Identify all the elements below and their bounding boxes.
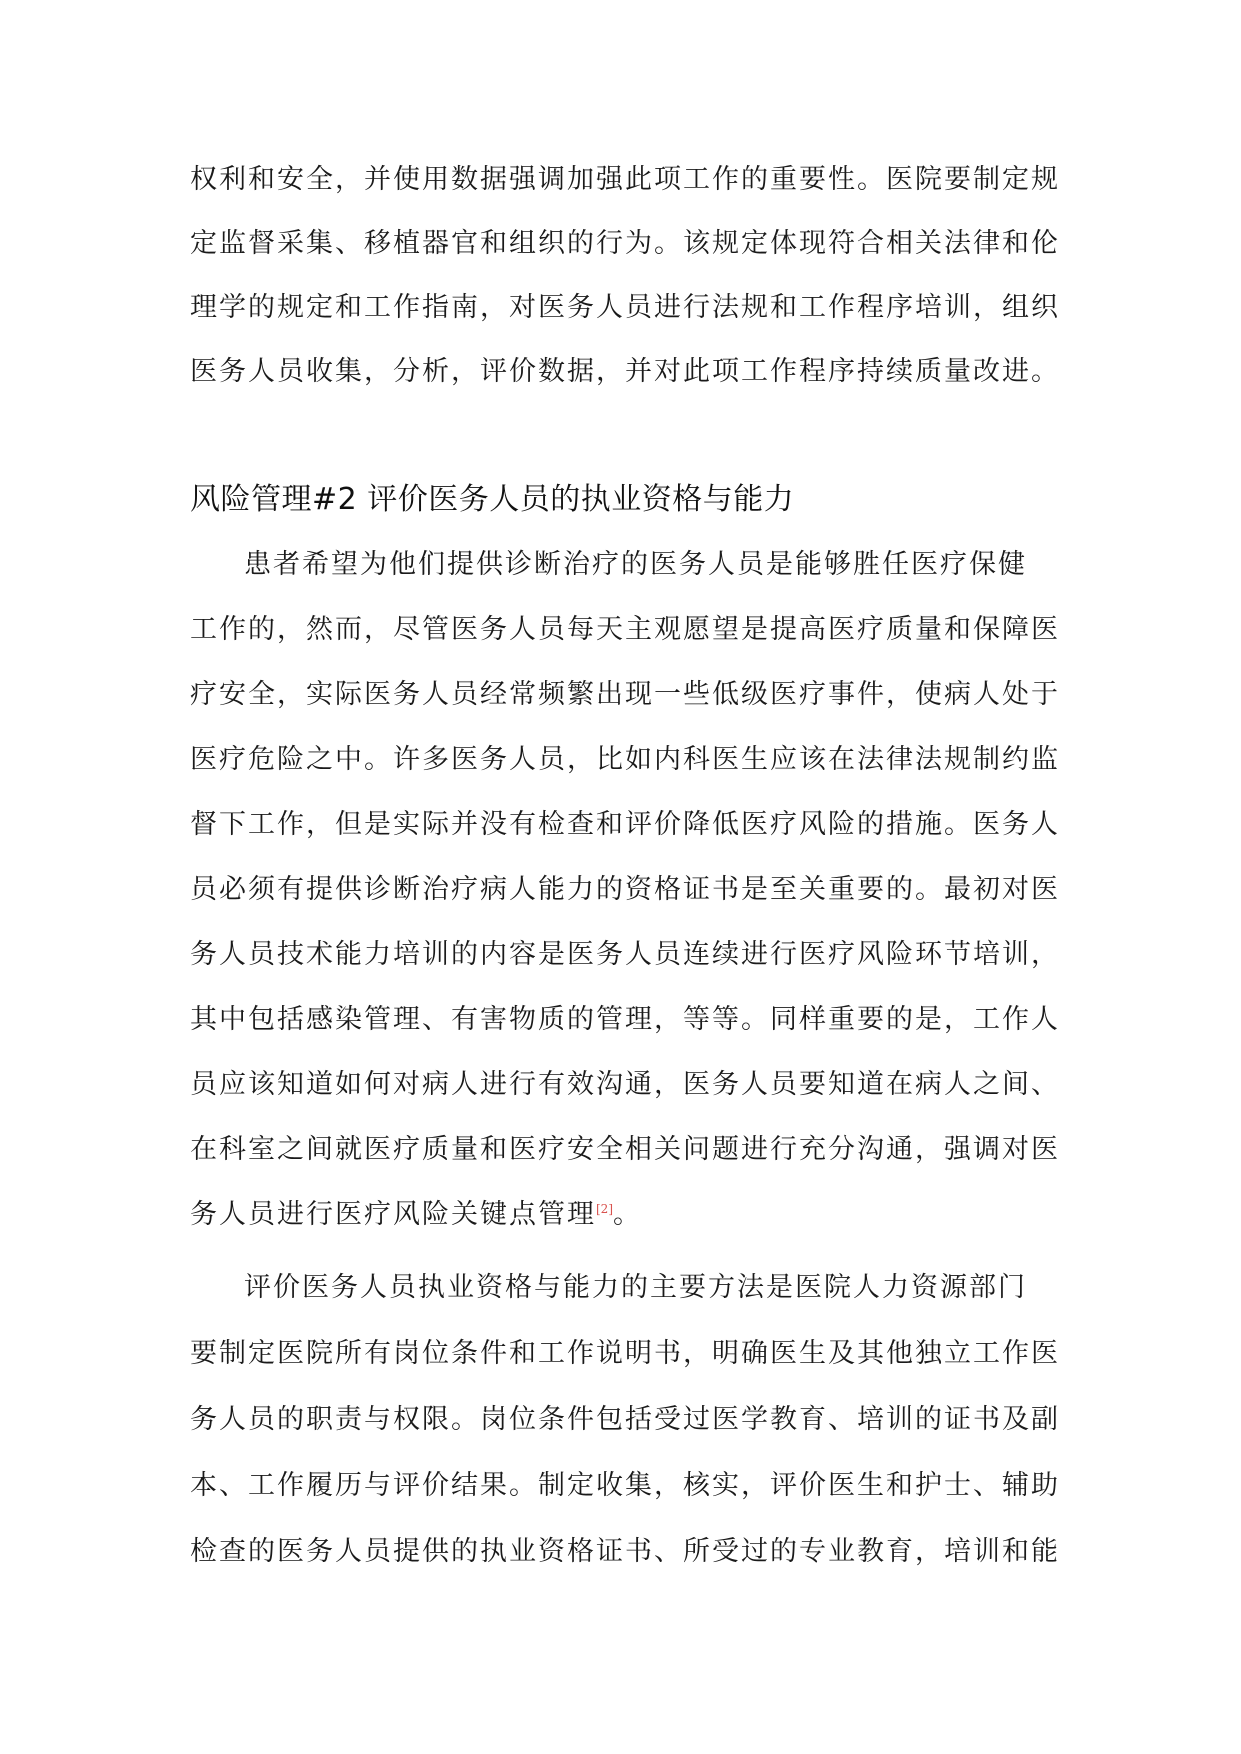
paragraph-3-line-2: 要制定医院所有岗位条件和工作说明书，明确医生及其他独立工作医 xyxy=(190,1338,1060,1369)
paragraph-1-line-4: 医务人员收集，分析，评价数据，并对此项工作程序持续质量改进。 xyxy=(190,356,1060,387)
paragraph-2-line-11 xyxy=(190,1185,642,1245)
paragraph-2-line-7: 务人员技术能力培训的内容是医务人员连续进行医疗风险环节培训， xyxy=(190,939,1060,970)
paragraph-2-line-10: 在科室之间就医疗质量和医疗安全相关问题进行充分沟通，强调对医 xyxy=(190,1134,1060,1165)
paragraph-2-line-1: 患者希望为他们提供诊断治疗的医务人员是能够胜任医疗保健 xyxy=(244,549,1027,580)
paragraph-2-line-9: 员应该知道如何对病人进行有效沟通，医务人员要知道在病人之间、 xyxy=(190,1069,1060,1100)
paragraph-2-line-5: 督下工作，但是实际并没有检查和评价降低医疗风险的措施。医务人 xyxy=(190,809,1060,840)
paragraph-1-line-1: 权利和安全，并使用数据强调加强此项工作的重要性。医院要制定规 xyxy=(190,164,1060,195)
paragraph-3-line-3: 务人员的职责与权限。岗位条件包括受过医学教育、培训的证书及副 xyxy=(190,1404,1060,1435)
paragraph-1-line-2: 定监督采集、移植器官和组织的行为。该规定体现符合相关法律和伦 xyxy=(190,228,1060,259)
section-heading: 风险管理#2 评价医务人员的执业资格与能力 xyxy=(190,482,795,517)
paragraph-2-line-6: 员必须有提供诊断治疗病人能力的资格证书是至关重要的。最初对医 xyxy=(190,874,1060,905)
paragraph-2-line-3: 疗安全，实际医务人员经常频繁出现一些低级医疗事件，使病人处于 xyxy=(190,679,1060,710)
paragraph-2-line-2: 工作的，然而，尽管医务人员每天主观愿望是提高医疗质量和保障医 xyxy=(190,614,1060,645)
paragraph-3-line-5: 检查的医务人员提供的执业资格证书、所受过的专业教育，培训和能 xyxy=(190,1536,1060,1567)
paragraph-3-line-4: 本、工作履历与评价结果。制定收集，核实，评价医生和护士、辅助 xyxy=(190,1470,1060,1501)
paragraph-2-line-4: 医疗危险之中。许多医务人员，比如内科医生应该在法律法规制约监 xyxy=(190,744,1060,775)
reference-link[interactable]: [2] xyxy=(596,1202,613,1216)
paragraph-2-line-8: 其中包括感染管理、有害物质的管理，等等。同样重要的是，工作人 xyxy=(190,1004,1060,1035)
paragraph-2-last-line-text: 务人员进行医疗风险关键点管理 xyxy=(190,1199,596,1230)
paragraph-2-last-line-end: 。 xyxy=(613,1199,642,1230)
paragraph-3-line-1: 评价医务人员执业资格与能力的主要方法是医院人力资源部门 xyxy=(244,1272,1027,1303)
paragraph-1-line-3: 理学的规定和工作指南，对医务人员进行法规和工作程序培训，组织 xyxy=(190,292,1060,323)
